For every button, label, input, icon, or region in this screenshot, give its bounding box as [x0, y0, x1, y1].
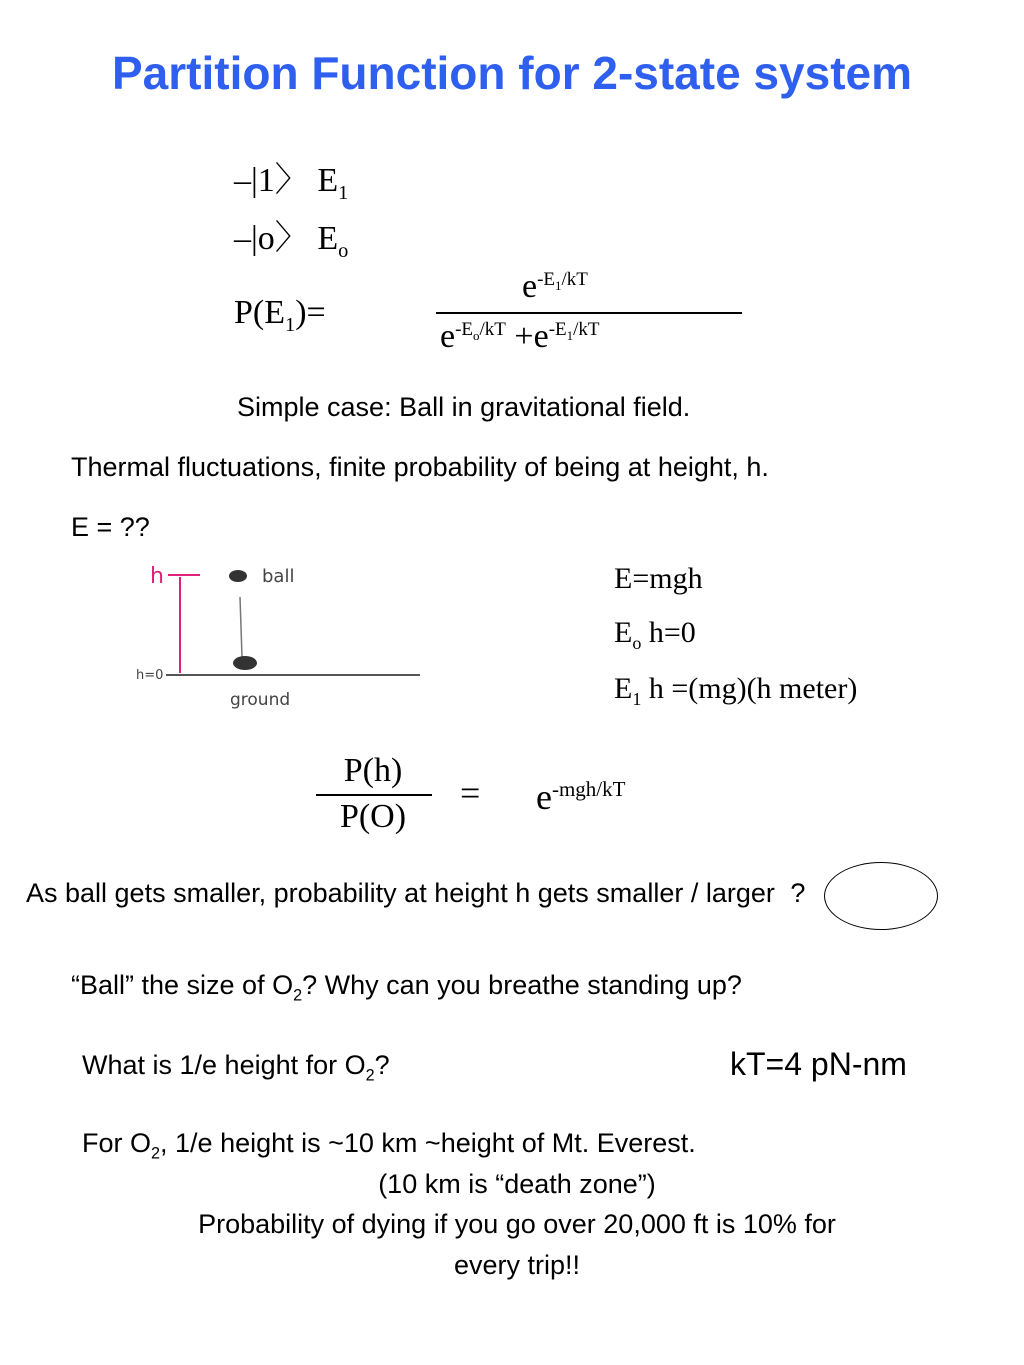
o2-question-sub: 2 [293, 986, 303, 1005]
answer-line1-post: , 1/e height is ~10 km ~height of Mt. Everest. [160, 1128, 696, 1158]
den-exp2: -E [548, 318, 567, 340]
answer-line-4: every trip!! [453, 1250, 581, 1280]
ratio-rhs [536, 776, 625, 818]
energy-eq-1: E=mgh [614, 562, 703, 595]
eq3-sub: 1 [632, 689, 642, 709]
sketch-ball-ground [233, 656, 257, 670]
probability-numerator [522, 268, 588, 306]
num-base: e [522, 268, 538, 305]
simple-case-text: Simple case: Ball in gravitational field. [237, 392, 691, 422]
state-1-energy: E [317, 162, 339, 199]
ratio-equals: = [460, 773, 481, 813]
state-1-ket: –|1〉 [234, 162, 309, 199]
probability-lhs [234, 294, 326, 336]
prob-lhs-sub: 1 [285, 313, 296, 336]
den-base1: e [440, 318, 456, 355]
kt-value: kT=4 pN-nm [730, 1046, 907, 1082]
sketch-h-label: h [150, 564, 164, 589]
o2-question-pre: “Ball” the size of O [71, 970, 294, 1000]
answer-line-2: (10 km is “death zone”) [378, 1169, 656, 1199]
ratio-exponent: -mgh/kT [551, 777, 626, 801]
eq3-rest: h =(mg)(h meter) [641, 672, 858, 705]
prob-lhs-close: )= [295, 294, 326, 331]
den-exp1: -E [455, 318, 474, 340]
o2-question [71, 970, 742, 1005]
answer-line1-sub: 2 [151, 1144, 161, 1163]
eq3-e: E [614, 672, 633, 705]
eq2-sub: o [632, 633, 642, 653]
ball-question-slash: / [690, 878, 699, 908]
thermal-text: Thermal fluctuations, finite probability of being at height, h. [71, 452, 769, 482]
num-exp-sub: 1 [555, 277, 562, 293]
eq2-e: E [614, 616, 633, 649]
answer-line-1 [82, 1128, 696, 1163]
state-0-ket: –|o〉 [234, 220, 309, 257]
energy-eq-2 [614, 616, 696, 653]
ratio-base: e [536, 777, 552, 817]
sketch-fall-line [240, 597, 242, 657]
eq2-rest: h=0 [641, 616, 696, 649]
ratio-fraction-bar [316, 794, 432, 796]
den-exp2-tail: /kT [573, 318, 600, 340]
sketch-h0-label: h=0 [136, 668, 164, 683]
energy-eq-3 [614, 672, 858, 709]
sketch-ground-label: ground [230, 690, 291, 710]
energy-question: E = ?? [71, 512, 150, 542]
circle-annotation [824, 862, 938, 930]
num-exp-tail: /kT [561, 268, 588, 290]
ball-sketch [130, 555, 490, 730]
state-0-energy: E [317, 220, 339, 257]
probability-denominator [440, 318, 600, 356]
page-title: Partition Function for 2-state system [111, 47, 912, 99]
height-question-pre: What is 1/e height for O [82, 1050, 366, 1080]
ball-question-circled: larger [705, 878, 775, 908]
state-0 [234, 210, 349, 262]
prob-lhs-text: P(E [234, 294, 285, 331]
den-exp1-sub: o [473, 327, 480, 343]
sketch-ball [229, 570, 247, 582]
ball-question-text: As ball gets smaller, probability at height h gets smaller [26, 878, 684, 908]
height-question [82, 1050, 390, 1085]
den-exp2-sub: 1 [566, 327, 574, 343]
answer-line1-pre: For O [82, 1128, 152, 1158]
height-question-sub: 2 [365, 1066, 375, 1085]
state-1-sub: 1 [338, 181, 349, 204]
height-question-post: ? [374, 1050, 390, 1080]
ratio-numerator: P(h) [343, 752, 403, 789]
state-0-sub: o [338, 239, 349, 262]
o2-question-post: ? Why can you breathe standing up? [302, 970, 742, 1000]
num-exp: -E [537, 268, 556, 290]
den-plus: +e [514, 318, 549, 355]
den-exp1-tail: /kT [479, 318, 506, 340]
ball-question-end: ? [790, 878, 806, 908]
probability-fraction-bar [436, 312, 742, 314]
answer-line-3: Probability of dying if you go over 20,000 ft is 10% for [198, 1209, 836, 1239]
state-1 [234, 152, 349, 204]
ratio-denominator: P(O) [339, 798, 407, 835]
ball-question [26, 878, 805, 909]
sketch-ball-label: ball [262, 566, 295, 587]
